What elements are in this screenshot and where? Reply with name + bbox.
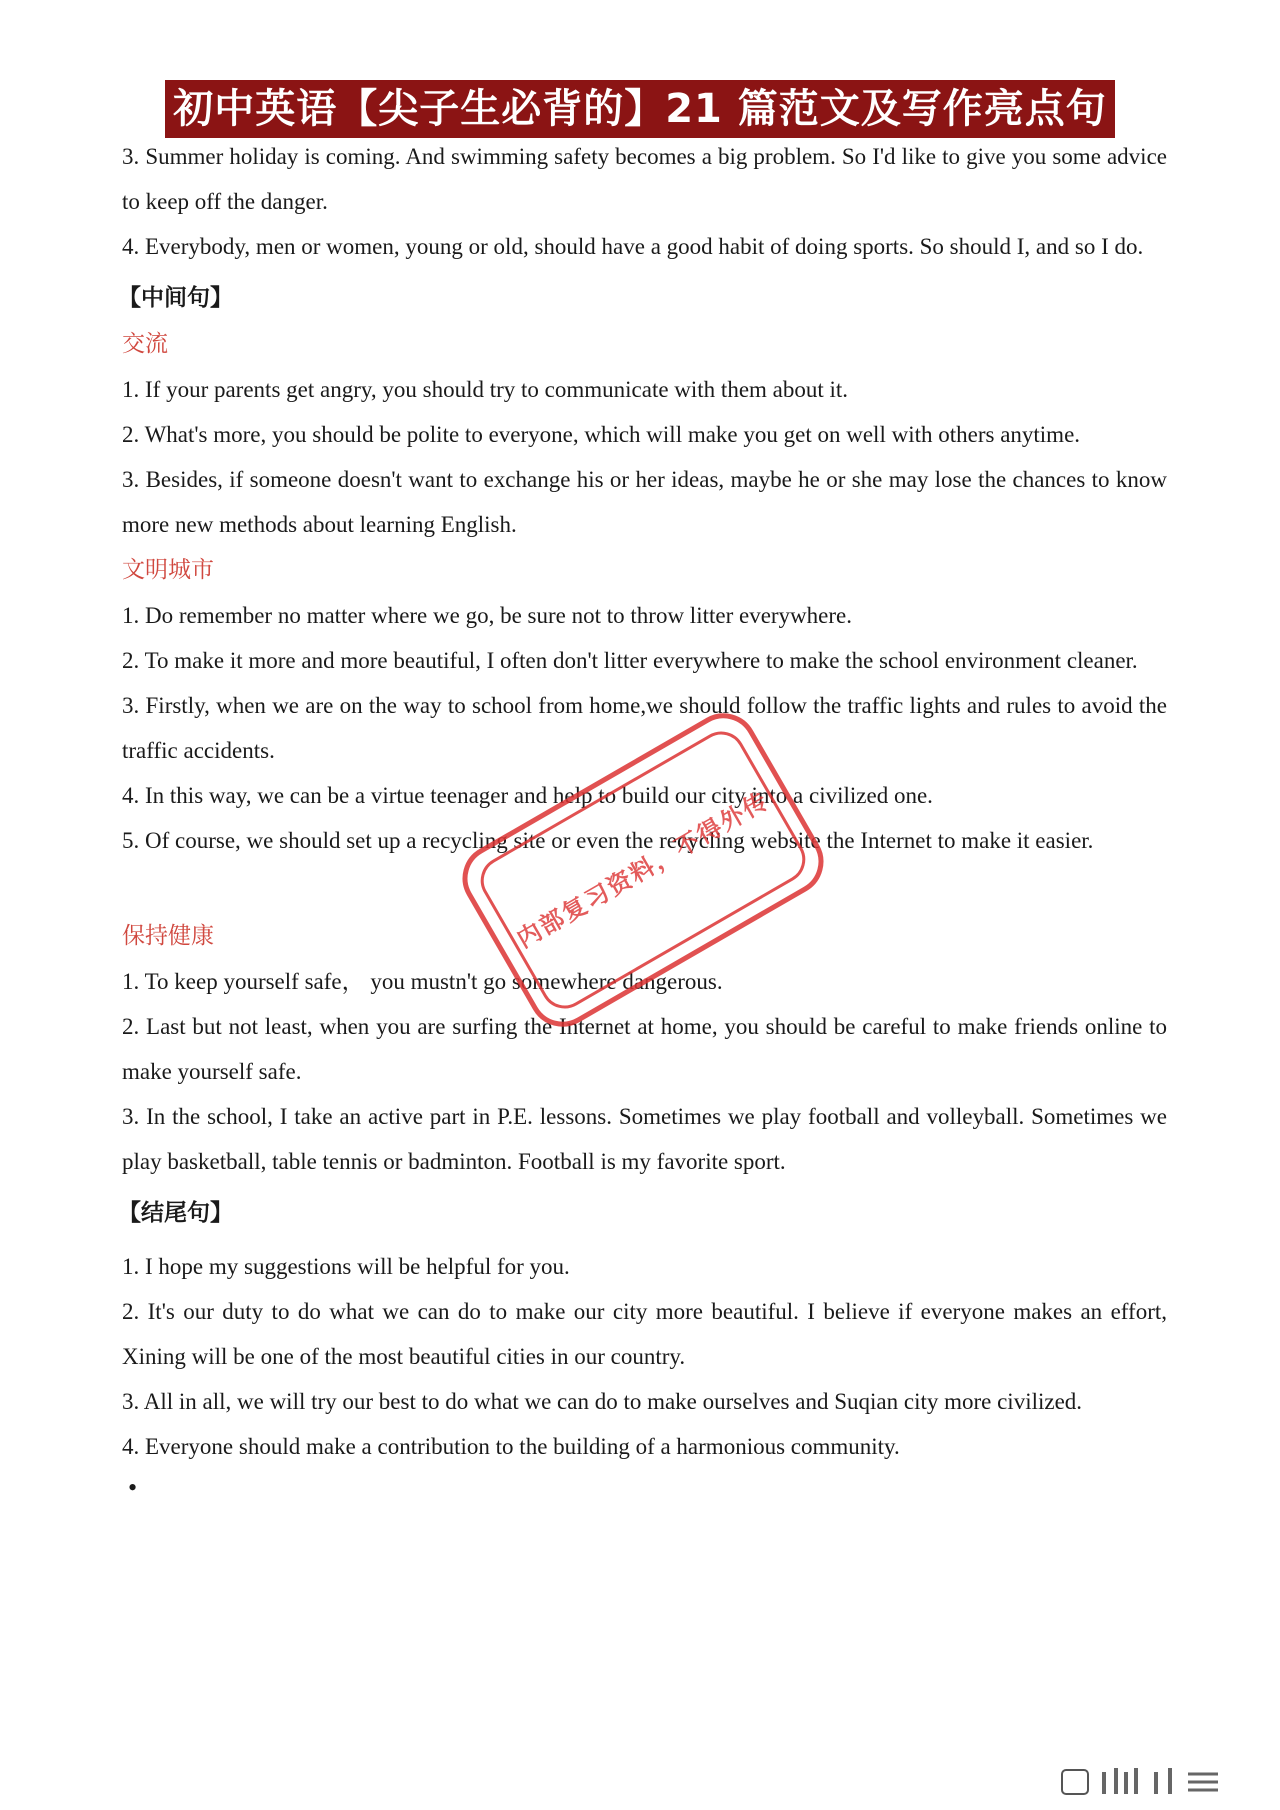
- section-heading-ending: 【结尾句】: [118, 1200, 233, 1226]
- topic-heading-health: 保持健康: [122, 923, 214, 949]
- paragraph: 1. To keep yourself safe， you mustn't go somewhere dangerous.: [122, 969, 723, 994]
- paragraph: 3. All in all, we will try our best to do what we can do to make ourselves and Suqian city more civilized.: [122, 1389, 1083, 1414]
- title-bar: [0, 80, 1280, 138]
- stamp-text: 内部复习资料，不得外传: [512, 786, 774, 954]
- bar-icon: [1134, 1768, 1138, 1794]
- paragraph: 3. Summer holiday is coming. And swimming safety becomes a big problem. So I'd like to give you some advice to keep off the danger.: [122, 144, 1167, 214]
- paragraph: 3. In the school, I take an active part in P.E. lessons. Sometimes we play football and volleyball. Sometimes we play basketball, table tennis or badminton. Football is my favorite sport.: [122, 1104, 1167, 1174]
- paragraph: 1. If your parents get angry, you should try to communicate with them about it.: [122, 377, 849, 402]
- paragraph: 3. Besides, if someone doesn't want to exchange his or her ideas, maybe he or she may lose the chances to know more new methods about learning English.: [122, 467, 1167, 537]
- bar-icon: [1168, 1768, 1172, 1794]
- bar-icon: [1114, 1768, 1118, 1794]
- document-title: 初中英语【尖子生必背的】21 篇范文及写作亮点句: [165, 80, 1115, 138]
- paragraph: 2. Last but not least, when you are surfing the Internet at home, you should be careful to make friends online to make yourself safe.: [122, 1014, 1167, 1084]
- spacer: [122, 863, 1167, 913]
- topic-heading-communication: 交流: [122, 331, 168, 357]
- bar-icon: [1124, 1772, 1128, 1794]
- paragraph: 1. I hope my suggestions will be helpful for you.: [122, 1254, 570, 1279]
- paragraph: 1. Do remember no matter where we go, be sure not to throw litter everywhere.: [122, 603, 852, 628]
- paragraph: 2. What's more, you should be polite to everyone, which will make you get on well with others anytime.: [122, 422, 1081, 447]
- bar-icon: [1102, 1772, 1106, 1794]
- section-heading-middle: 【中间句】: [118, 285, 233, 311]
- paragraph: 2. It's our duty to do what we can do to make our city more beautiful. I believe if everyone makes an effort, Xining will be one of the most beautiful cities in our country.: [122, 1299, 1167, 1369]
- paragraph: 3. Firstly, when we are on the way to school from home,we should follow the traffic lights and rules to avoid the traffic accidents.: [122, 693, 1167, 763]
- paragraph: 5. Of course, we should set up a recycling site or even the recycling website the Internet to make it easier.: [122, 828, 1094, 853]
- reader-toolbar-icon[interactable]: [1058, 1758, 1258, 1798]
- paragraph: 4. Everyone should make a contribution to the building of a harmonious community.: [122, 1434, 900, 1459]
- page-icon[interactable]: [1062, 1770, 1088, 1794]
- document-body: [118, 134, 1167, 1503]
- topic-heading-civilized-city: 文明城市: [122, 557, 214, 583]
- bar-icon: [1154, 1772, 1158, 1794]
- paragraph: 4. In this way, we can be a virtue teenager and help to build our city into a civilized one.: [122, 783, 933, 808]
- paragraph: 2. To make it more and more beautiful, I often don't litter everywhere to make the school environment cleaner.: [122, 648, 1138, 673]
- trailing-bullet: •: [128, 1473, 138, 1502]
- paragraph: 4. Everybody, men or women, young or old, should have a good habit of doing sports. So should I, and so I do.: [122, 234, 1144, 259]
